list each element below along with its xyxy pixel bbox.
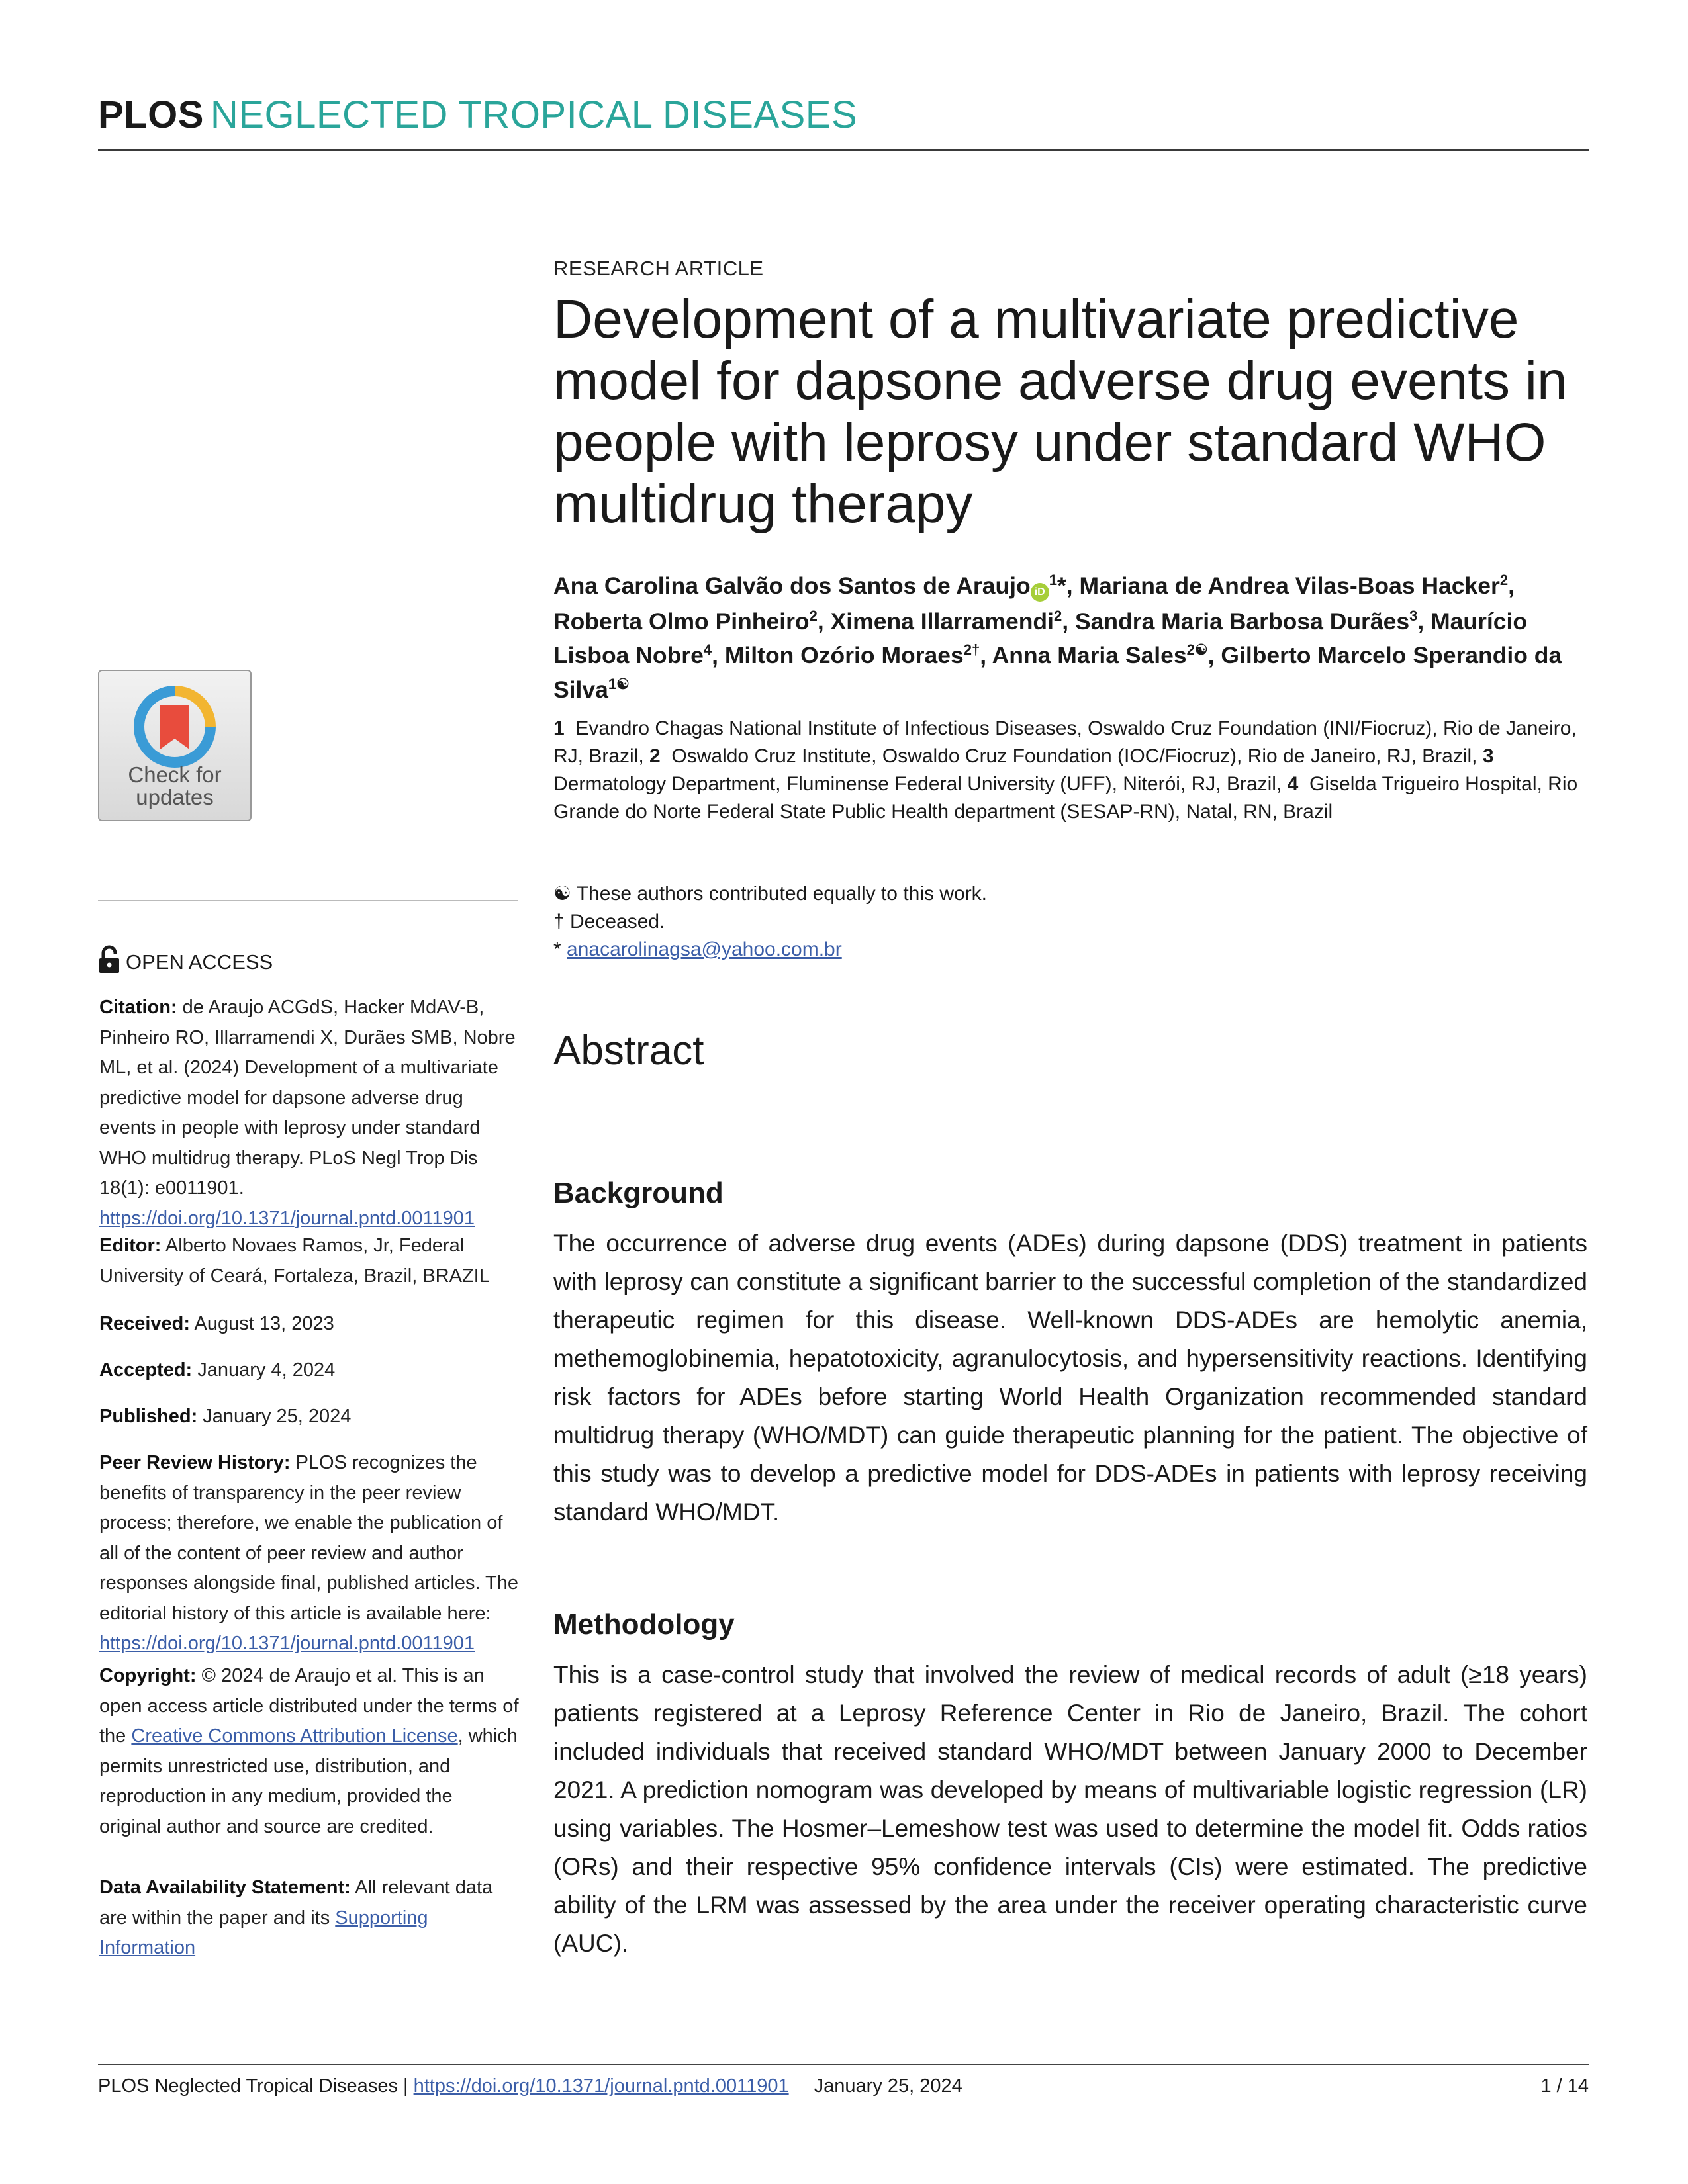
article-type: RESEARCH ARTICLE <box>553 257 764 280</box>
license-link[interactable]: Creative Commons Attribution License <box>131 1725 458 1747</box>
page-number: 1 / 14 <box>1540 2075 1589 2097</box>
received-date: Received: August 13, 2023 <box>99 1313 334 1334</box>
footer-date: January 25, 2024 <box>814 2075 962 2097</box>
supporting-info-link[interactable]: Supporting Information <box>99 1907 428 1958</box>
corresponding-email: * anacarolinagsa@yahoo.com.br <box>553 938 842 960</box>
check-for-updates-button[interactable] <box>98 670 252 821</box>
citation-block: Citation: de Araujo ACGdS, Hacker MdAV-B, Pinheiro RO, Illarramendi X, Durães SMB, Nobre ML, et al. (2024) Development of a multivariate predictive model for dapsone adverse drug events in people with leprosy under standard WHO multidrug therapy. PLoS Negl Trop Dis 18(1): e0011901. https://doi.org/10.1371/journal.pntd.0011901 <box>99 997 516 1229</box>
author[interactable]: Ximena Illarramendi$^2$ <box>830 607 1062 635</box>
open-access-label: OPEN ACCESS <box>98 945 273 974</box>
email-link[interactable]: anacarolinagsa@yahoo.com.br <box>567 938 842 960</box>
journal-brand: PLOS <box>98 93 204 136</box>
peer-review-block: Peer Review History: PLOS recognizes the benefits of transparency in the peer review process; therefore, we enable the publication of all of the content of peer review and author responses alongside final, published articles. The editorial history of this article is available here: https://doi.org/10.1371/journal.pntd.0011901 <box>99 1452 519 1654</box>
published-date: Published: January 25, 2024 <box>99 1406 352 1427</box>
footer-journal: PLOS Neglected Tropical Diseases | <box>98 2075 414 2097</box>
open-lock-icon <box>98 945 120 974</box>
check-updates-label: Check for updates <box>128 762 222 809</box>
check-updates-icon <box>134 686 216 768</box>
author-notes <box>553 880 1586 964</box>
sidebar-divider <box>98 900 518 901</box>
author[interactable]: Maurício Lisboa Nobre$^4$ <box>553 608 1528 669</box>
footer-doi-link[interactable]: https://doi.org/10.1371/journal.pntd.0011901 <box>413 2075 789 2097</box>
abstract-heading: Abstract <box>553 1028 704 1073</box>
data-availability-block: Data Availability Statement: All relevant data are within the paper and its Supporting Information <box>99 1877 493 1958</box>
editor-block: Editor: Alberto Novaes Ramos, Jr, Federal University of Ceará, Fortaleza, Brazil, BRAZIL <box>99 1235 490 1287</box>
copyright-block: Copyright: © 2024 de Araujo et al. This is an open access article distributed under the terms of the Creative Commons Attribution License, which permits unrestricted use, distribution, and reproduction in any medium, provided the original author and source are credited. <box>99 1665 519 1837</box>
peer-review-link[interactable]: https://doi.org/10.1371/journal.pntd.0011901 <box>99 1633 475 1654</box>
background-paragraph: The occurrence of adverse drug events (ADEs) during dapsone (DDS) treatment in patients with leprosy can constitute a significant barrier to the successful completion of the standardized therapeutic regimen for this disease. Well-known DDS-ADEs are hemolytic anemia, methemoglobinemia, hepatotoxicity, agranulocytosis, and hypersensitivity reactions. Identifying risk factors for ADEs before starting World Health Organization recommended standard multidrug therapy (WHO/MDT) can guide therapeutic planning for the patient. The objective of this study was to develop a predictive model for DDS-ADEs in patients with leprosy receiving standard WHO/MDT. <box>553 1230 1587 1525</box>
background-heading: Background <box>553 1177 724 1209</box>
author[interactable]: Gilberto Marcelo Sperandio da Silva$^{1☯}$ <box>553 642 1562 704</box>
journal-header <box>98 93 857 137</box>
equal-contribution-note: ☯ These authors contributed equally to this work. <box>553 883 988 905</box>
methodology-heading: Methodology <box>553 1608 735 1641</box>
methodology-paragraph: This is a case-control study that involved the review of medical records of adult (≥18 years) patients registered at a Leprosy Reference Center in Rio de Janeiro, Brazil. The cohort included individuals that received standard WHO/MDT between January 2000 to December 2021. A prediction nomogram was developed by means of multivariable logistic regression (LR) using variables. The Hosmer–Lemeshow test was used to determine the model fit. Odds ratios (ORs) and their respective 95% confidence intervals (CIs) were estimated. The predictive ability of the LRM was assessed by the area under the receiver operating characteristic curve (AUC). <box>553 1661 1587 1957</box>
citation-doi-link[interactable]: https://doi.org/10.1371/journal.pntd.0011901 <box>99 1207 475 1229</box>
author[interactable]: Roberta Olmo Pinheiro$^2$ <box>553 607 818 635</box>
accepted-date: Accepted: January 4, 2024 <box>99 1359 336 1381</box>
deceased-note: † Deceased. <box>553 911 665 933</box>
author[interactable]: Ana Carolina Galvão dos Santos de Araujo $iD^1*$ <box>553 572 1066 599</box>
orcid-icon[interactable]: iD <box>1031 583 1049 602</box>
author[interactable]: Sandra Maria Barbosa Durães$^3$ <box>1074 607 1418 635</box>
journal-name: NEGLECTED TROPICAL DISEASES <box>210 93 858 136</box>
author-list: Ana Carolina Galvão dos Santos de Araujo $iD^1*$, Mariana de Andrea Vilas-Boas Hacker$^2$, Roberta Olmo Pinheiro$^2$, Ximena Illarramendi$^2$, Sandra Maria Barbosa Durães$^3$, Maurício Lisboa Nobre$^4$, Milton Ozório Moraes$^{2\dagger}$, Anna Maria Sales$^{2☯}$, Gilberto Marcelo Sperandio da Silva$^{1☯}$ <box>553 572 1562 704</box>
author[interactable]: Milton Ozório Moraes$^{2\dagger}$ <box>724 641 980 669</box>
page-footer <box>98 2075 1589 2097</box>
footer-divider <box>98 2064 1589 2065</box>
affiliations: 1 Evandro Chagas National Institute of Infectious Diseases, Oswaldo Cruz Foundation (INI/Fiocruz), Rio de Janeiro, RJ, Brazil, 2 Oswaldo Cruz Institute, Oswaldo Cruz Foundation (IOC/Fiocruz), Rio de Janeiro, RJ, Brazil, 3 Dermatology Department, Fluminense Federal University (UFF), Niterói, RJ, Brazil, 4 Giselda Trigueiro Hospital, Rio Grande do Norte Federal State Public Health department (SESAP-RN), Natal, RN, Brazil <box>553 717 1578 823</box>
header-divider <box>98 149 1589 151</box>
author[interactable]: Mariana de Andrea Vilas-Boas Hacker$^2$ <box>1079 572 1509 599</box>
article-title: Development of a multivariate predictive model for dapsone adverse drug events in people with leprosy under standard WHO multidrug therapy <box>553 289 1568 534</box>
author[interactable]: Anna Maria Sales$^{2☯}$ <box>992 641 1208 669</box>
